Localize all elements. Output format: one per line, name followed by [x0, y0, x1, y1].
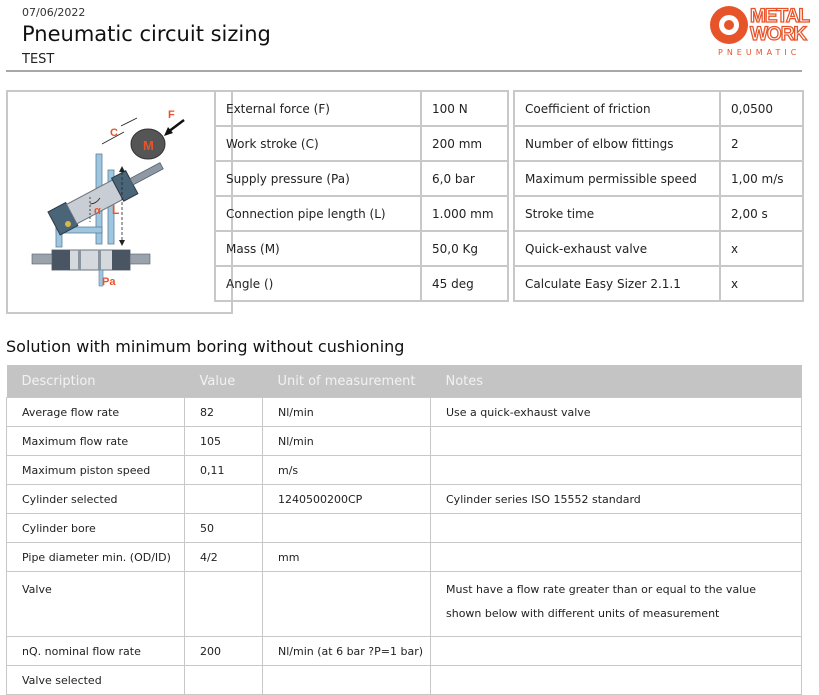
param-row	[215, 231, 508, 266]
cell-unit: mm	[263, 543, 431, 572]
table-row	[7, 666, 802, 695]
cell-notes	[431, 666, 802, 695]
cell-value: 4/2	[185, 543, 263, 572]
mass-label: M	[143, 138, 154, 153]
cell-notes: Use a quick-exhaust valve	[431, 398, 802, 427]
cell-unit: 1240500200CP	[263, 485, 431, 514]
force-arrow-icon	[164, 109, 184, 136]
length-label: L	[112, 203, 120, 217]
cell-notes	[431, 456, 802, 485]
notes-line-1: Must have a flow rate greater than or equal to the value	[446, 583, 756, 596]
cell-value	[185, 666, 263, 695]
cell-unit: Nl/min	[263, 398, 431, 427]
cell-unit	[263, 666, 431, 695]
cell-description: Maximum flow rate	[7, 427, 185, 456]
param-row	[215, 196, 508, 231]
param-value: 2	[720, 126, 803, 161]
param-value: 50,0 Kg	[421, 231, 508, 266]
cell-unit: m/s	[263, 456, 431, 485]
mass-icon	[131, 129, 165, 159]
cell-value: 0,11	[185, 456, 263, 485]
param-label: Maximum permissible speed	[514, 161, 720, 196]
param-label: Supply pressure (Pa)	[215, 161, 421, 196]
param-row	[514, 196, 803, 231]
cell-unit	[263, 572, 431, 637]
param-row	[514, 231, 803, 266]
cell-description: nQ. nominal flow rate	[7, 637, 185, 666]
param-value: 200 mm	[421, 126, 508, 161]
logo-text-line2: WORK	[750, 24, 807, 45]
param-value: 6,0 bar	[421, 161, 508, 196]
cell-value	[185, 572, 263, 637]
param-row	[514, 126, 803, 161]
param-row	[215, 161, 508, 196]
input-params-left	[214, 90, 509, 302]
notes-line-2: shown below with different units of measurement	[446, 607, 720, 620]
cell-description: Valve selected	[7, 666, 185, 695]
cell-unit	[263, 514, 431, 543]
param-label: Quick-exhaust valve	[514, 231, 720, 266]
table-row	[7, 456, 802, 485]
cell-unit: Nl/min (at 6 bar ?P=1 bar)	[263, 637, 431, 666]
param-value: 1.000 mm	[421, 196, 508, 231]
cell-description: Maximum piston speed	[7, 456, 185, 485]
param-value: 0,0500	[720, 91, 803, 126]
param-row	[215, 91, 508, 126]
cell-notes: Cylinder series ISO 15552 standard	[431, 485, 802, 514]
cell-description: Average flow rate	[7, 398, 185, 427]
pressure-label: Pa	[102, 276, 116, 288]
param-label: Connection pipe length (L)	[215, 196, 421, 231]
cell-unit: Nl/min	[263, 427, 431, 456]
param-label: Angle ()	[215, 266, 421, 301]
cell-description: Cylinder bore	[7, 514, 185, 543]
cell-description: Valve	[7, 572, 185, 637]
page-title: Pneumatic circuit sizing	[22, 22, 271, 46]
param-value: x	[720, 231, 803, 266]
param-label: Mass (M)	[215, 231, 421, 266]
pneumatic-circuit-diagram	[8, 92, 231, 312]
param-value: 45 deg	[421, 266, 508, 301]
solution-table	[6, 365, 802, 695]
solution-title: Solution with minimum boring without cushioning	[6, 337, 405, 356]
table-row	[7, 398, 802, 427]
cell-value	[185, 485, 263, 514]
table-row	[7, 543, 802, 572]
param-label: Stroke time	[514, 196, 720, 231]
param-row	[514, 91, 803, 126]
valve-icon	[32, 250, 150, 286]
cell-value: 200	[185, 637, 263, 666]
logo-mark-icon	[710, 6, 748, 44]
param-row	[514, 266, 803, 301]
table-header-row	[7, 365, 802, 398]
cell-notes	[431, 572, 802, 637]
table-row	[7, 637, 802, 666]
logo-text-line3: PNEUMATIC	[718, 48, 801, 57]
metal-work-logo	[708, 6, 813, 64]
column-header-unit: Unit of measurement	[263, 365, 431, 398]
table-row	[7, 572, 802, 637]
logo-text-line1: METAL	[750, 6, 810, 27]
cell-notes	[431, 514, 802, 543]
stroke-label: C	[110, 127, 118, 139]
cell-value: 82	[185, 398, 263, 427]
param-row	[514, 161, 803, 196]
circuit-diagram-box	[6, 90, 233, 314]
cell-value: 50	[185, 514, 263, 543]
input-params-right	[513, 90, 804, 302]
table-row	[7, 427, 802, 456]
force-label: F	[168, 109, 175, 121]
report-date: 07/06/2022	[22, 6, 86, 19]
table-row	[7, 485, 802, 514]
param-label: Coefficient of friction	[514, 91, 720, 126]
cell-description: Cylinder selected	[7, 485, 185, 514]
param-value: 1,00 m/s	[720, 161, 803, 196]
table-row	[7, 514, 802, 543]
param-label: External force (F)	[215, 91, 421, 126]
cell-value: 105	[185, 427, 263, 456]
cell-notes	[431, 637, 802, 666]
param-label: Work stroke (C)	[215, 126, 421, 161]
header-divider	[6, 70, 802, 72]
param-value: 100 N	[421, 91, 508, 126]
cell-notes	[431, 543, 802, 572]
param-value: 2,00 s	[720, 196, 803, 231]
column-header-notes: Notes	[431, 365, 802, 398]
angle-label: α	[94, 205, 101, 217]
column-header-description: Description	[7, 365, 185, 398]
param-label: Calculate Easy Sizer 2.1.1	[514, 266, 720, 301]
cell-notes	[431, 427, 802, 456]
column-header-value: Value	[185, 365, 263, 398]
cell-description: Pipe diameter min. (OD/ID)	[7, 543, 185, 572]
page-subtitle: TEST	[22, 52, 55, 67]
param-row	[215, 126, 508, 161]
param-row	[215, 266, 508, 301]
param-label: Number of elbow fittings	[514, 126, 720, 161]
param-value: x	[720, 266, 803, 301]
